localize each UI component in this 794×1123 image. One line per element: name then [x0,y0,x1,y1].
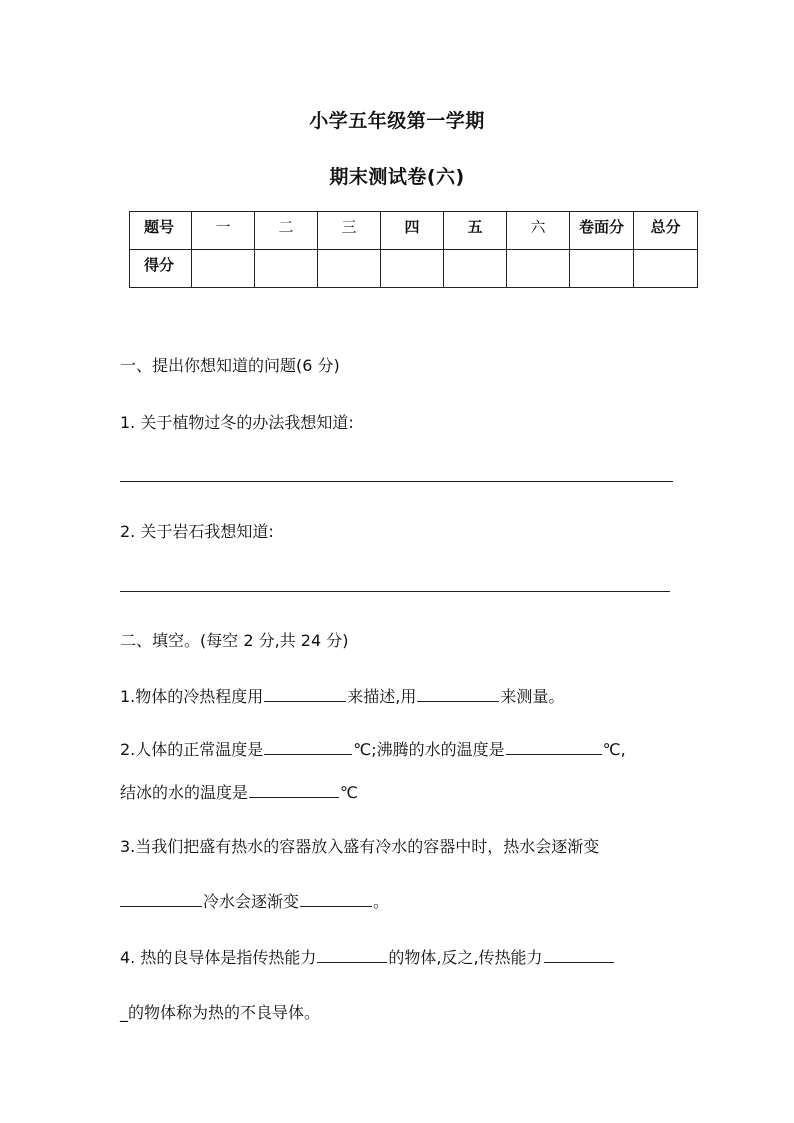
score-cell[interactable] [381,250,444,288]
header-cell-5: 五 [444,212,507,250]
section2-heading: 二、填空。(每空 2 分,共 24 分) [120,631,349,650]
q4-blank-2[interactable] [544,946,614,963]
q1-text-b: 来描述,用 [347,687,417,706]
q3-text-c: 。 [373,892,390,911]
fill-question-4-cont: _的物体称为热的不良导体。 [120,1003,321,1022]
q1-blank-2[interactable] [417,685,499,702]
fill-question-1 [120,684,564,707]
q3-text-b: 冷水会逐渐变 [203,892,300,911]
header-cell-total: 总分 [634,212,698,250]
score-cell[interactable] [570,250,634,288]
answer-line-1[interactable] [120,481,673,482]
section1-heading: 一、提出你想知道的问题(6 分) [120,356,340,375]
q2-text-e: ℃ [340,783,358,802]
header-cell-3: 三 [318,212,381,250]
score-cell[interactable] [192,250,255,288]
header-cell-paper-score: 卷面分 [570,212,634,250]
score-cell[interactable] [444,250,507,288]
score-table [129,211,698,288]
score-cell[interactable] [507,250,570,288]
score-table-header-row [130,212,698,250]
fill-question-2 [120,737,626,760]
q2-blank-3[interactable] [249,781,339,798]
score-row-label: 得分 [130,250,192,288]
header-cell-6: 六 [507,212,570,250]
q3-blank-1[interactable] [120,890,202,907]
q2-text-d: 结冰的水的温度是 [120,783,249,802]
section1-question-1: 1. 关于植物过冬的办法我想知道: [120,413,354,432]
header-cell-question-no: 题号 [130,212,192,250]
q2-text-c: ℃, [602,740,626,759]
score-cell[interactable] [255,250,318,288]
q4-blank-1[interactable] [317,946,387,963]
q2-text-a: 2.人体的正常温度是 [120,740,264,759]
fill-question-2-cont [120,780,358,803]
exam-title: 小学五年级第一学期 [309,110,485,132]
exam-subtitle: 期末测试卷(六) [329,166,465,188]
section1-question-2: 2. 关于岩石我想知道: [120,522,274,541]
q4-text-a: 4. 热的良导体是指传热能力 [120,948,317,967]
q1-text-a: 1.物体的冷热程度用 [120,687,264,706]
score-cell[interactable] [318,250,381,288]
q1-text-c: 来测量。 [500,687,565,706]
answer-line-2[interactable] [120,591,670,592]
q2-text-b: ℃;沸腾的水的温度是 [353,740,505,759]
header-cell-4: 四 [381,212,444,250]
header-cell-1: 一 [192,212,255,250]
q4-text-b: 的物体,反之,传热能力 [388,948,543,967]
q1-blank-1[interactable] [264,685,346,702]
fill-question-4 [120,945,615,968]
header-cell-2: 二 [255,212,318,250]
fill-question-3: 3.当我们把盛有热水的容器放入盛有冷水的容器中时，热水会逐渐变 [120,837,600,856]
q2-blank-1[interactable] [264,738,352,755]
fill-question-3-cont [120,889,389,912]
score-table-score-row [130,250,698,288]
q3-blank-2[interactable] [300,890,372,907]
q2-blank-2[interactable] [506,738,602,755]
score-cell[interactable] [634,250,698,288]
